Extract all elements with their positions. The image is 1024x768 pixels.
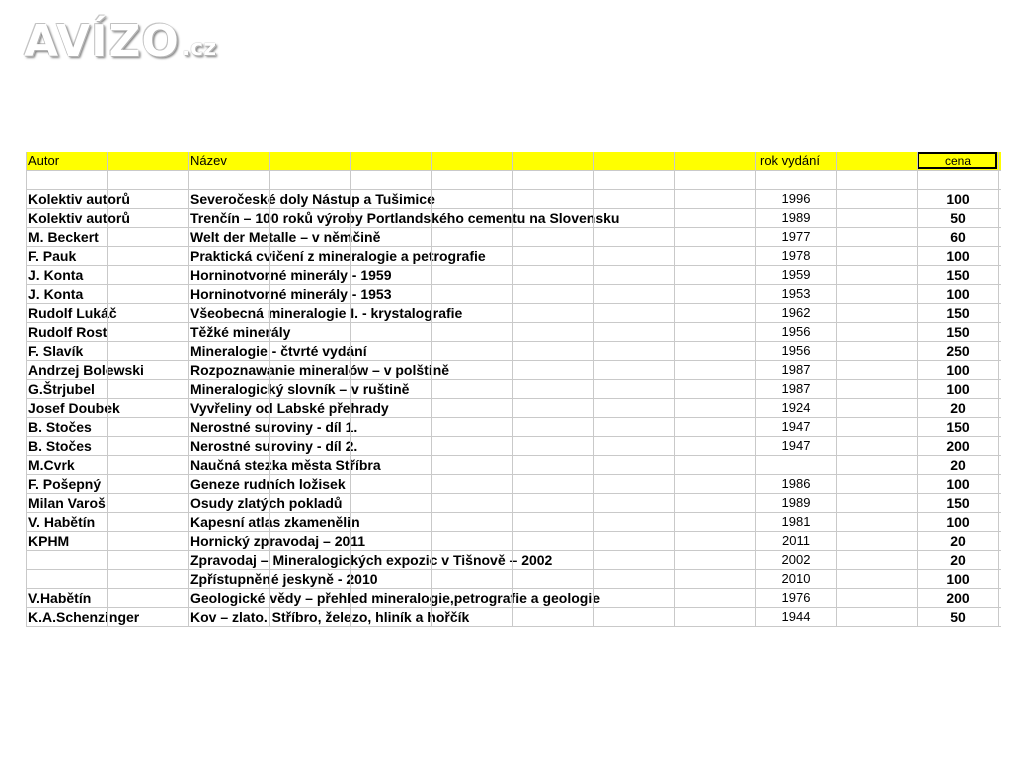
year-cell: 2002 [781,552,811,567]
year-cell: 1978 [781,248,811,263]
logo-main-text: AVÍZO [24,16,180,67]
year-cell: 1944 [781,609,811,624]
header-row [26,152,1001,171]
author-cell: KPHM [28,533,70,549]
header-autor: Autor [28,153,60,168]
table-row [26,380,1001,399]
author-cell: V.Habětín [28,590,92,606]
price-cell: 20 [950,533,966,549]
price-cell: 100 [946,571,970,587]
title-cell: Zpravodaj – Mineralogických expozic v Tišnově – 2002 [190,552,553,568]
title-cell: Geologické vědy – přehled mineralogie,petrografie a geologie [190,590,601,606]
title-cell: Horninotvorné minerály - 1953 [190,286,392,302]
table-row [26,570,1001,589]
header-nazev: Název [190,153,227,168]
year-cell: 2010 [781,571,811,586]
author-cell: Andrzej Bolewski [28,362,144,378]
year-cell: 1953 [781,286,811,301]
author-cell: K.A.Schenzinger [28,609,140,625]
price-cell: 20 [950,552,966,568]
table-row [26,285,1001,304]
title-cell: Horninotvorné minerály - 1959 [190,267,392,283]
spreadsheet-table [26,152,1001,627]
grid-line [350,152,351,627]
price-cell: 150 [946,324,970,340]
author-cell: Rudolf Rost [28,324,108,340]
title-cell: Kapesní atlas zkamenělin [190,514,360,530]
title-cell: Severočeské doly Nástup a Tušimice [190,191,435,207]
year-cell: 1987 [781,362,811,377]
title-cell: Rozpoznawanie mineralów – v polštině [190,362,450,378]
author-cell: F. Slavík [28,343,84,359]
price-cell: 60 [950,229,966,245]
empty-row [26,171,1001,190]
table-row [26,513,1001,532]
author-cell: J. Konta [28,286,84,302]
year-cell: 1976 [781,590,811,605]
year-cell: 1977 [781,229,811,244]
table-row [26,399,1001,418]
grid-line [107,152,108,627]
author-cell: Milan Varoš [28,495,106,511]
table-row [26,437,1001,456]
year-cell: 1989 [781,495,811,510]
author-cell: V. Habětín [28,514,96,530]
price-cell: 100 [946,248,970,264]
grid-line [917,152,918,627]
year-cell: 1924 [781,400,811,415]
table-row [26,532,1001,551]
author-cell: G.Štrjubel [28,381,95,397]
year-cell: 1956 [781,324,811,339]
year-cell: 1989 [781,210,811,225]
table-row [26,228,1001,247]
table-row [26,190,1001,209]
author-cell: B. Stočes [28,438,92,454]
title-cell: Geneze rudních ložisek [190,476,346,492]
year-cell [756,456,836,474]
grid-line [512,152,513,627]
year-cell: 2011 [782,533,810,548]
price-cell: 20 [950,400,966,416]
table-row [26,361,1001,380]
author-cell: M. Beckert [28,229,99,245]
year-cell: 1996 [781,191,811,206]
title-cell: Hornický zpravodaj – 2011 [190,533,366,549]
price-cell: 50 [950,609,966,625]
table-row [26,456,1001,475]
avizo-logo[interactable] [24,14,217,67]
author-cell: B. Stočes [28,419,92,435]
logo-domain-text: .cz [181,36,217,61]
title-cell: Mineralogie - čtvrté vydání [190,343,367,359]
title-cell: Nerostné suroviny - díl 2. [190,438,358,454]
author-cell: M.Cvrk [28,457,75,473]
table-row [26,608,1001,627]
price-cell: 200 [946,590,970,606]
grid-line [593,152,594,627]
year-cell: 1981 [781,514,811,529]
price-cell: 150 [946,495,970,511]
author-cell: F. Pauk [28,248,77,264]
header-cena[interactable]: cena [944,154,972,168]
grid-line [26,152,27,627]
table-row [26,247,1001,266]
price-cell: 200 [946,438,970,454]
price-cell: 250 [946,343,970,359]
price-cell: 150 [946,419,970,435]
title-cell: Vyvřeliny od Labské přehrady [190,400,389,416]
grid-line [998,152,999,627]
title-cell: Mineralogický slovník – v ruštině [190,381,410,397]
title-cell: Praktická cvičení z mineralogie a petrografie [190,248,486,264]
author-cell: Rudolf Lukáč [28,305,117,321]
grid-line [836,152,837,627]
author-cell: Kolektiv autorů [28,210,130,226]
title-cell: Zpřístupněné jeskyně - 2010 [190,571,378,587]
grid-line [269,152,270,627]
year-cell: 1962 [781,305,811,320]
grid-line [188,152,189,627]
price-cell: 50 [950,210,966,226]
table-row [26,323,1001,342]
year-cell: 1959 [781,267,811,282]
table-row [26,475,1001,494]
title-cell: Těžké minerály [190,324,291,340]
price-cell: 150 [946,267,970,283]
author-cell: J. Konta [28,267,84,283]
table-row [26,342,1001,361]
title-cell: Všeobecná mineralogie I. - krystalografie [190,305,463,321]
year-cell: 1947 [781,419,811,434]
price-cell: 100 [946,362,970,378]
year-cell: 1986 [781,476,811,491]
table-row [26,551,1001,570]
grid-line [674,152,675,627]
price-cell: 100 [946,191,970,207]
table-row [26,494,1001,513]
price-cell: 20 [950,457,966,473]
table-row [26,589,1001,608]
table-row [26,304,1001,323]
price-cell: 150 [946,305,970,321]
title-cell: Nerostné suroviny - díl 1. [190,419,358,435]
price-cell: 100 [946,381,970,397]
grid-line [431,152,432,627]
table-row [26,266,1001,285]
grid-line [755,152,756,627]
title-cell: Naučná stezka města Stříbra [190,457,381,473]
table-row [26,418,1001,437]
author-cell: F. Pošepný [28,476,102,492]
author-cell: Josef Doubek [28,400,120,416]
title-cell: Osudy zlatých pokladů [190,495,343,511]
price-cell: 100 [946,476,970,492]
title-cell: Kov – zlato. Stříbro, železo, hliník a hořčík [190,609,470,625]
price-cell: 100 [946,514,970,530]
year-cell: 1956 [781,343,811,358]
year-cell: 1987 [781,381,811,396]
title-cell: Welt der Metalle – v němčině [190,229,381,245]
author-cell: Kolektiv autorů [28,191,130,207]
year-cell: 1947 [781,438,811,453]
table-row [26,209,1001,228]
title-cell: Trenčín – 100 roků výroby Portlandského cementu na Slovensku [190,210,620,226]
price-cell: 100 [946,286,970,302]
header-rok: rok vydání [760,153,820,168]
